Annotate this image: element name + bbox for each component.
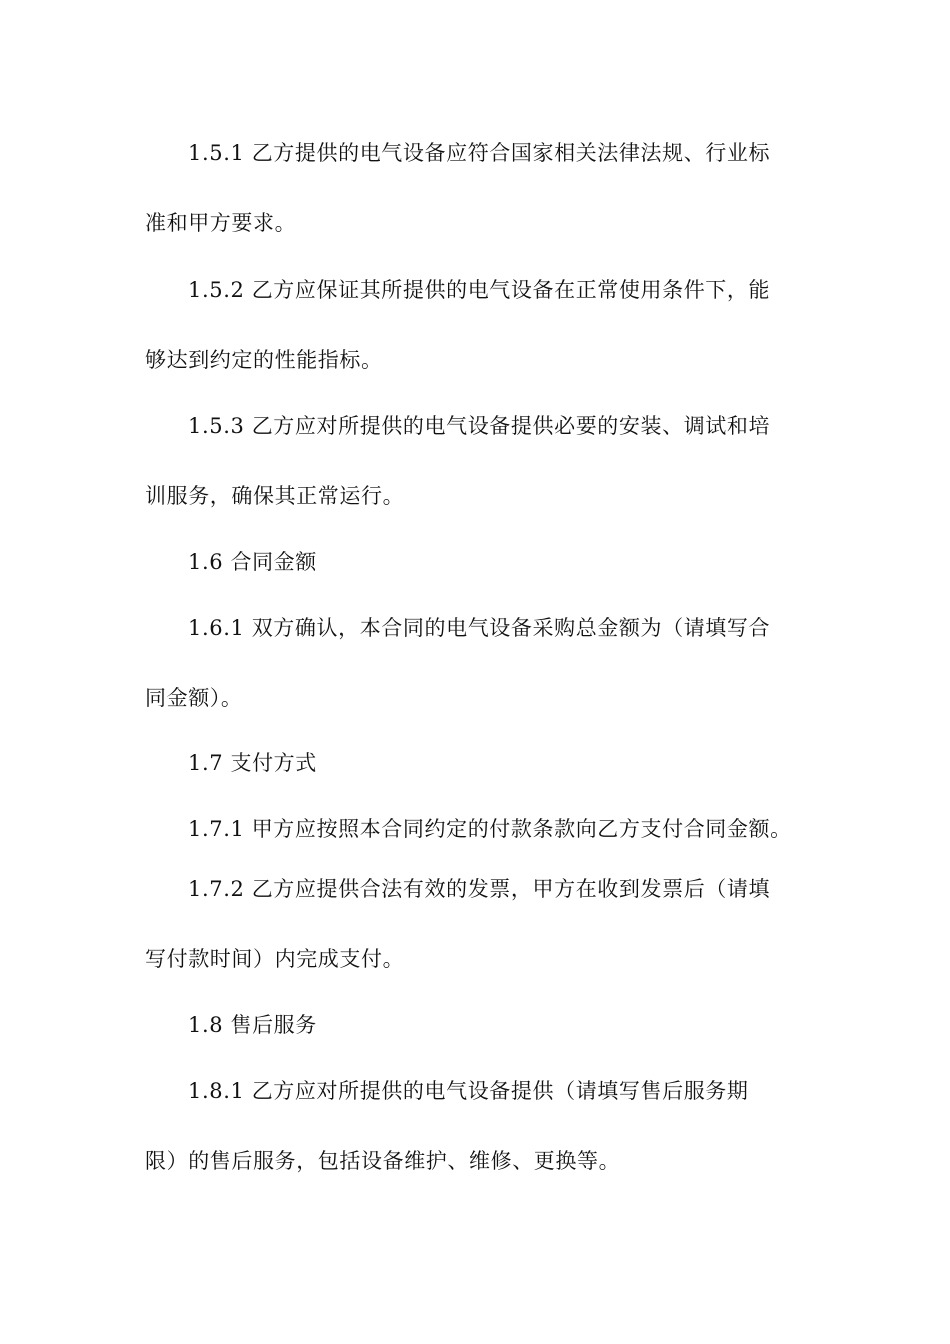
section-heading-1-6: 1.6 合同金额 bbox=[188, 550, 317, 574]
section-heading-1-8: 1.8 售后服务 bbox=[188, 1013, 317, 1037]
clause-1-5-1-line-2: 准和甲方要求。 bbox=[145, 211, 297, 235]
clause-1-8-1-line-2: 限）的售后服务，包括设备维护、维修、更换等。 bbox=[145, 1149, 621, 1173]
clause-1-7-1-line-1: 1.7.1 甲方应按照本合同约定的付款条款向乙方支付合同金额。 bbox=[188, 817, 792, 841]
clause-1-5-2-line-1: 1.5.2 乙方应保证其所提供的电气设备在正常使用条件下，能 bbox=[188, 278, 771, 302]
clause-1-5-2-line-2: 够达到约定的性能指标。 bbox=[145, 348, 383, 372]
clause-1-5-3-line-1: 1.5.3 乙方应对所提供的电气设备提供必要的安装、调试和培 bbox=[188, 414, 771, 438]
clause-1-5-3-line-2: 训服务，确保其正常运行。 bbox=[145, 484, 405, 508]
clause-1-7-2-line-1: 1.7.2 乙方应提供合法有效的发票，甲方在收到发票后（请填 bbox=[188, 877, 771, 901]
clause-1-7-2-line-2: 写付款时间）内完成支付。 bbox=[145, 947, 405, 971]
section-heading-1-7: 1.7 支付方式 bbox=[188, 751, 317, 775]
clause-1-6-1-line-2: 同金额）。 bbox=[145, 686, 243, 710]
clause-1-8-1-line-1: 1.8.1 乙方应对所提供的电气设备提供（请填写售后服务期 bbox=[188, 1079, 749, 1103]
clause-1-5-1-line-1: 1.5.1 乙方提供的电气设备应符合国家相关法律法规、行业标 bbox=[188, 141, 771, 165]
clause-1-6-1-line-1: 1.6.1 双方确认，本合同的电气设备采购总金额为（请填写合 bbox=[188, 616, 771, 640]
